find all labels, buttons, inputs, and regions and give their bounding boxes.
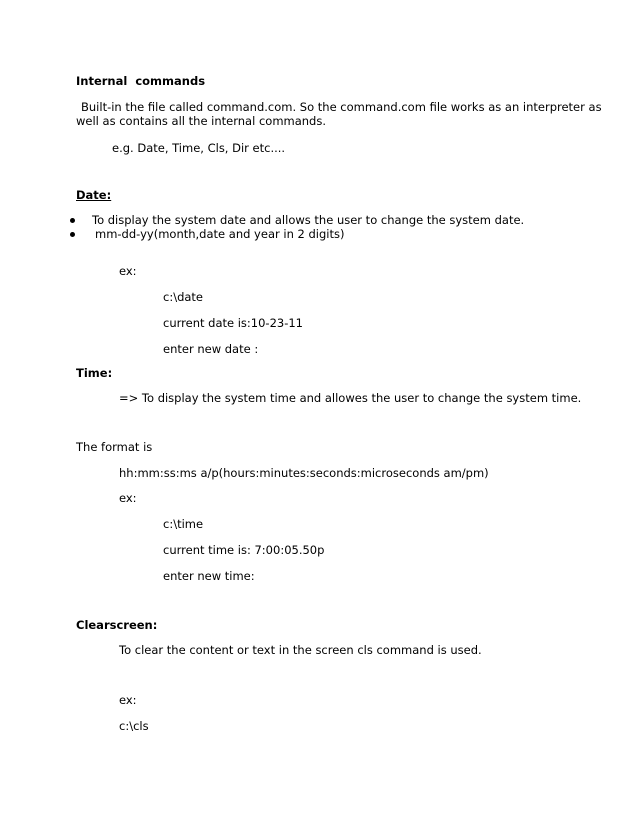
time-code-line-3: enter new time:: [163, 569, 255, 583]
date-code-line-3: enter new date :: [163, 342, 259, 356]
date-code-line-2: current date is:10-23-11: [163, 316, 303, 330]
clearscreen-code: c:\cls: [119, 719, 149, 733]
section-heading-time: Time:: [76, 366, 113, 380]
time-ex-label: ex:: [119, 491, 137, 505]
intro-paragraph-line-1: Built-in the file called command.com. So the command.com file works as an interpreter as: [81, 100, 602, 114]
date-bullet-2: mm-dd-yy(month,date and year in 2 digits): [95, 227, 345, 241]
time-format: hh:mm:ss:ms a/p(hours:minutes:seconds:microseconds am/pm): [119, 466, 489, 480]
section-heading-internal-commands: Internal commands: [76, 74, 206, 88]
clearscreen-description: To clear the content or text in the screen cls command is used.: [119, 643, 482, 657]
bullet-icon: [70, 232, 75, 237]
bullet-icon: [70, 218, 75, 223]
date-ex-label: ex:: [119, 264, 137, 278]
time-code-line-2: current time is: 7:00:05.50p: [163, 543, 325, 557]
clearscreen-ex-label: ex:: [119, 693, 137, 707]
time-description: => To display the system time and allowes the user to change the system time.: [119, 391, 582, 405]
time-code-line-1: c:\time: [163, 517, 204, 531]
section-heading-date: Date:: [76, 188, 112, 202]
intro-example: e.g. Date, Time, Cls, Dir etc....: [112, 141, 286, 155]
date-bullet-1: To display the system date and allows the user to change the system date.: [92, 213, 525, 227]
intro-paragraph-line-2: well as contains all the internal commands.: [76, 114, 327, 128]
time-format-label: The format is: [76, 440, 153, 454]
section-heading-clearscreen: Clearscreen:: [76, 618, 158, 632]
date-code-line-1: c:\date: [163, 290, 204, 304]
